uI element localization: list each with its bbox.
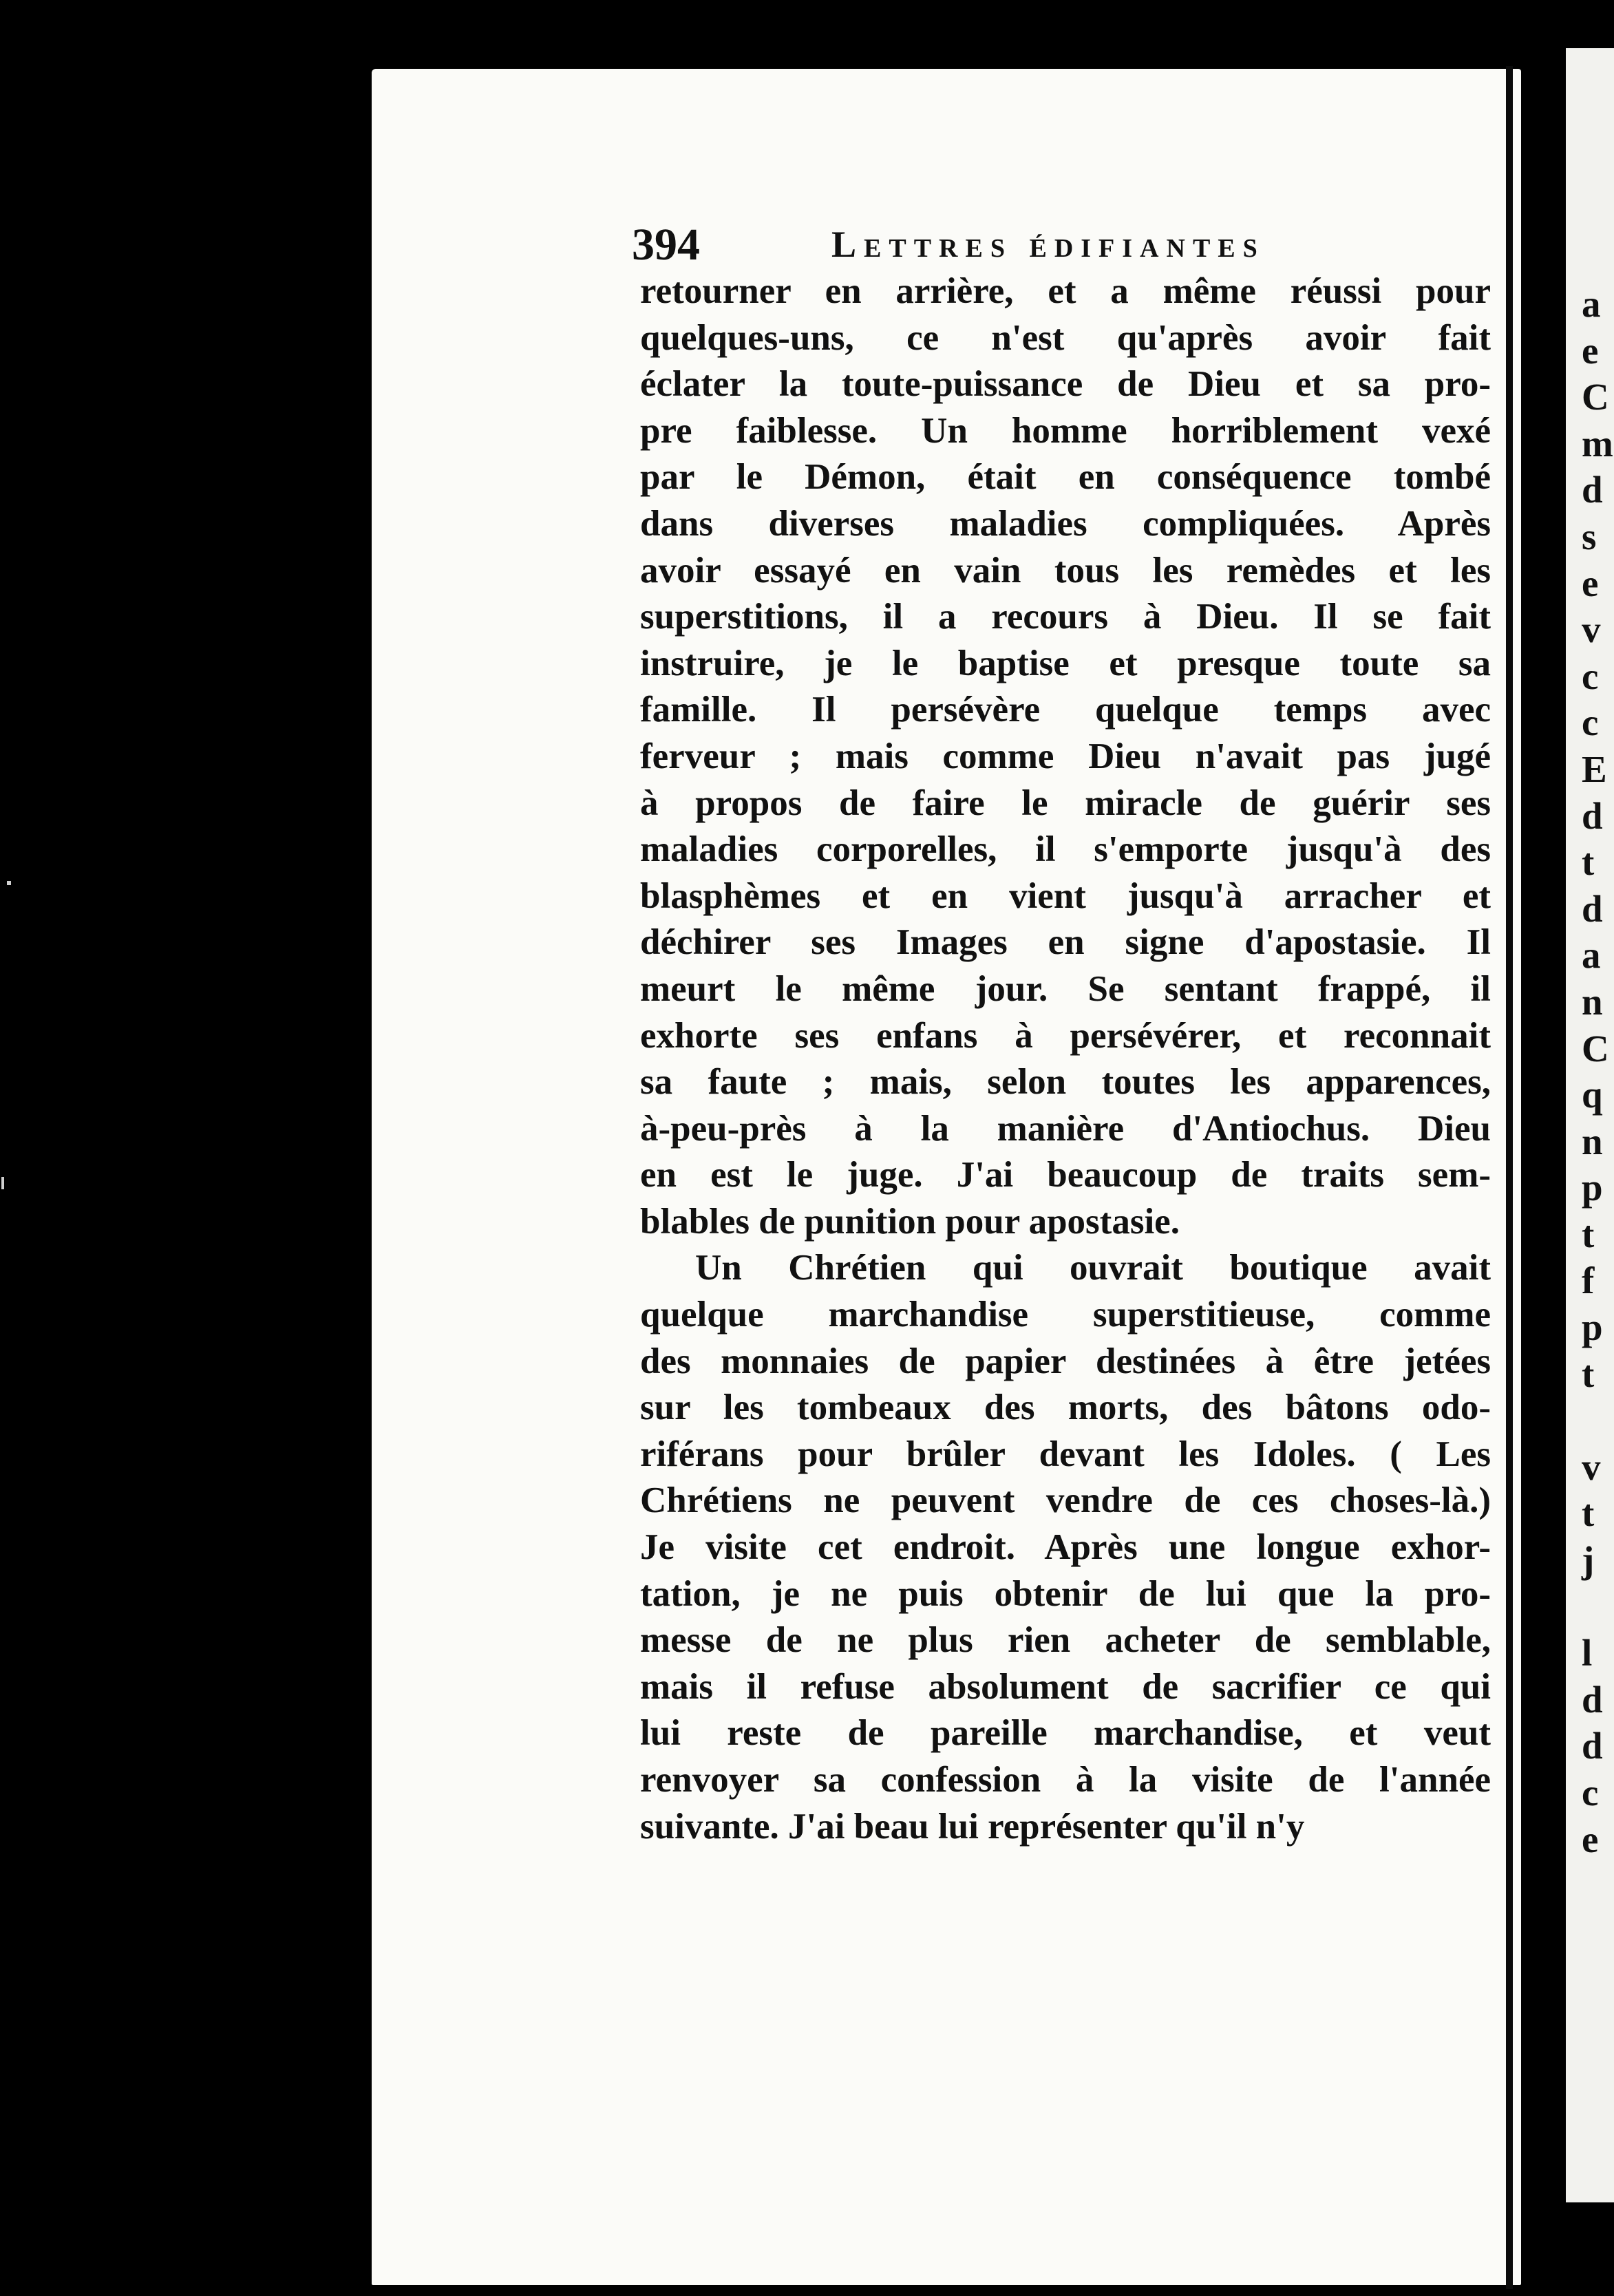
text-line: tation, je ne puis obtenir de lui que la pro- <box>640 1573 1491 1614</box>
facing-page-fragment: d <box>1582 794 1603 837</box>
text-line: ferveur ; mais comme Dieu n'avait pas jugé <box>640 736 1491 776</box>
text-line: Un Chrétien qui ouvrait boutique avait <box>695 1248 1491 1288</box>
text-line: blasphèmes et en vient jusqu'à arracher et <box>640 875 1491 916</box>
facing-page-fragment: e <box>1582 329 1599 372</box>
facing-page-fragment: s <box>1582 515 1597 557</box>
text-line: des monnaies de papier destinées à être jetées <box>640 1341 1491 1381</box>
facing-page-fragment: e <box>1582 562 1599 604</box>
facing-page-fragment: d <box>1582 1678 1603 1721</box>
text-line: Chrétiens ne peuvent vendre de ces choses-là.) <box>640 1480 1491 1521</box>
paragraph-2 <box>640 1245 1491 1850</box>
scan-speck <box>1 1177 4 1189</box>
text-line: maladies corporelles, il s'emporte jusqu'à des <box>640 829 1491 870</box>
page-gutter <box>1506 66 1513 2289</box>
text-line: sur les tombeaux des morts, des bâtons odo- <box>640 1388 1491 1428</box>
text-line: blables de punition pour apostasie. <box>640 1201 1180 1242</box>
text-line: dans diverses maladies compliquées. Après <box>640 503 1491 544</box>
text-line: messe de ne plus rien acheter de semblable, <box>640 1620 1491 1661</box>
page-header <box>632 219 1396 270</box>
text-line: déchirer ses Images en signe d'apostasie. Il <box>640 922 1491 963</box>
text-line: pre faiblesse. Un homme horriblement vexé <box>640 410 1491 451</box>
facing-page-fragment: a <box>1582 934 1601 977</box>
page-number: 394 <box>632 220 700 270</box>
text-line: suivante. J'ai beau lui représenter qu'il n'y <box>640 1806 1305 1847</box>
text-line: retourner en arrière, et a même réussi pour <box>640 271 1491 311</box>
facing-page-fragment: v <box>1582 608 1601 651</box>
facing-page-fragment: m <box>1582 422 1613 465</box>
text-line: à-peu-près à la manière d'Antiochus. Dieu <box>640 1108 1491 1149</box>
text-line: quelque marchandise superstitieuse, comme <box>640 1295 1491 1335</box>
facing-page-fragment: d <box>1582 469 1603 511</box>
facing-page-fragment: e <box>1582 1818 1599 1860</box>
text-line: instruire, je le baptise et presque toute sa <box>640 643 1491 683</box>
facing-page-fragment: n <box>1582 1120 1603 1162</box>
text-line: famille. Il persévère quelque temps avec <box>640 690 1491 730</box>
facing-page-fragment: n <box>1582 980 1603 1023</box>
text-line: exhorte ses enfans à persévérer, et reconnait <box>640 1015 1491 1056</box>
facing-page-fragment: t <box>1582 1213 1595 1255</box>
facing-page-fragment: c <box>1582 1772 1599 1814</box>
facing-page-fragment: p <box>1582 1306 1603 1349</box>
facing-page-text <box>1582 281 1613 1862</box>
text-line: en est le juge. J'ai beaucoup de traits sem- <box>640 1155 1491 1195</box>
text-line: superstitions, il a recours à Dieu. Il se fait <box>640 597 1491 637</box>
text-line: quelques-uns, ce n'est qu'après avoir fait <box>640 317 1491 358</box>
facing-page-fragment: j <box>1582 1539 1595 1582</box>
scan-speck <box>7 881 11 885</box>
facing-page-fragment: q <box>1582 1074 1603 1116</box>
text-line: à propos de faire le miracle de guérir ses <box>640 783 1491 823</box>
facing-page-fragment <box>1582 1584 1609 1630</box>
body-text <box>640 268 1491 1850</box>
facing-page-fragment: t <box>1582 1492 1595 1535</box>
text-line: lui reste de pareille marchandise, et veut <box>640 1713 1491 1754</box>
paragraph-1 <box>640 268 1491 1245</box>
facing-page-fragment: c <box>1582 655 1599 697</box>
text-line: sa faute ; mais, selon toutes les apparences, <box>640 1062 1491 1103</box>
facing-page-fragment: t <box>1582 1352 1595 1395</box>
text-line: mais il refuse absolument de sacrifier ce qui <box>640 1666 1491 1707</box>
facing-page-fragment: C <box>1582 1027 1609 1070</box>
facing-page-fragment: d <box>1582 1725 1603 1767</box>
facing-page-fragment: v <box>1582 1445 1601 1488</box>
facing-page-fragment <box>1582 1397 1609 1444</box>
text-line: avoir essayé en vain tous les remèdes et les <box>640 550 1491 591</box>
text-line: par le Démon, était en conséquence tombé <box>640 457 1491 498</box>
facing-page-fragment: d <box>1582 887 1603 930</box>
facing-page-fragment: l <box>1582 1632 1593 1675</box>
facing-page-fragment: C <box>1582 376 1609 418</box>
facing-page-fragment: a <box>1582 283 1601 325</box>
facing-page-fragment: c <box>1582 701 1599 744</box>
text-line: éclater la toute-puissance de Dieu et sa pro- <box>640 364 1491 405</box>
running-title: Lettres édifiantes <box>831 224 1265 265</box>
facing-page-fragment: p <box>1582 1167 1603 1209</box>
text-line: riférans pour brûler devant les Idoles. ( Les <box>640 1434 1491 1474</box>
facing-page-fragment: E <box>1582 747 1607 790</box>
text-line: renvoyer sa confession à la visite de l'année <box>640 1760 1491 1800</box>
text-line: meurt le même jour. Se sentant frappé, il <box>640 968 1491 1009</box>
facing-page-fragment: t <box>1582 841 1595 884</box>
facing-page-fragment: f <box>1582 1259 1595 1302</box>
text-line: Je visite cet endroit. Après une longue exhor- <box>640 1527 1491 1568</box>
